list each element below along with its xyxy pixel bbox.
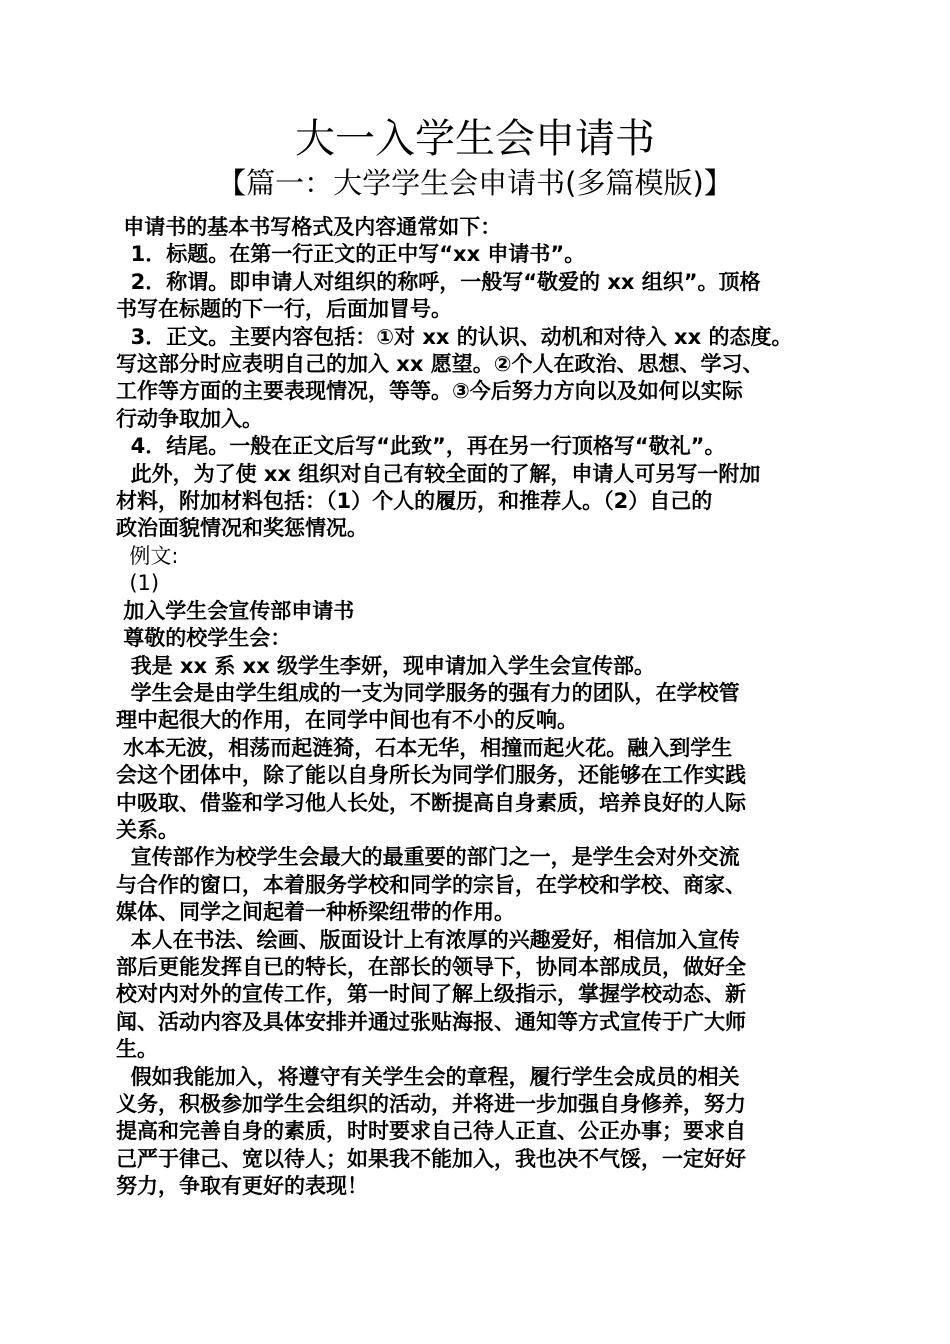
body-line: 例文: bbox=[116, 543, 179, 568]
body-line: 与合作的窗口，本着服务学校和同学的宗旨，在学校和学校、商家、 bbox=[116, 872, 746, 897]
body-line: 3．正文。主要内容包括：①对 xx 的认识、动机和对待入 xx 的态度。 bbox=[116, 324, 793, 349]
body-line: 我是 xx 系 xx 级学生李妍，现申请加入学生会宣传部。 bbox=[116, 653, 656, 678]
body-line: 加入学生会宣传部申请书 bbox=[116, 598, 355, 623]
body-line: 政治面貌情况和奖惩情况。 bbox=[116, 516, 368, 541]
body-line: (1) bbox=[116, 571, 160, 596]
document-body bbox=[116, 214, 840, 1201]
body-line: 申请书的基本书写格式及内容通常如下： bbox=[116, 215, 502, 239]
body-line: 生。 bbox=[116, 1037, 158, 1062]
body-line: 义务，积极参加学生会组织的活动，并将进一步加强自身修养，努力 bbox=[116, 1092, 746, 1116]
body-line: 工作等方面的主要表现情况，等等。③今后努力方向以及如何以实际 bbox=[116, 379, 743, 404]
body-line: 材料，附加材料包括：（1）个人的履历，和推荐人。（2）自己的 bbox=[116, 489, 713, 514]
document-subtitle: 【篇一：大学学生会申请书(多篇模版)】 bbox=[217, 166, 733, 200]
body-line: 本人在书法、绘画、版面设计上有浓厚的兴趣爱好，相信加入宣传 bbox=[116, 927, 740, 952]
body-line: 提高和完善自身的素质，时时要求自己待人正直、公正办事；要求自 bbox=[116, 1119, 746, 1144]
body-line: 尊敬的校学生会： bbox=[116, 626, 292, 651]
body-line: 此外，为了使 xx 组织对自己有较全面的了解，申请人可另写一附加 bbox=[116, 461, 761, 486]
body-line: 宣传部作为校学生会最大的最重要的部门之一，是学生会对外交流 bbox=[116, 845, 740, 870]
body-line: 努力，争取有更好的表现！ bbox=[116, 1174, 368, 1199]
body-line: 假如我能加入，将遵守有关学生会的章程，履行学生会成员的相关 bbox=[116, 1064, 740, 1089]
body-line: 己严于律己、宽以待人；如果我不能加入，我也决不气馁，一定好好 bbox=[116, 1146, 746, 1171]
body-line: 闻、活动内容及具体安排并通过张贴海报、通知等方式宣传于广大师 bbox=[116, 1009, 746, 1034]
body-line: 水本无波，相荡而起涟猗，石本无华，相撞而起火花。融入到学生 bbox=[116, 735, 733, 760]
body-line: 校对内对外的宣传工作，第一时间了解上级指示，掌握学校动态、新 bbox=[116, 982, 746, 1007]
body-line: 1．标题。在第一行正文的正中写“xx 申请书”。 bbox=[116, 242, 586, 267]
body-line: 理中起很大的作用，在同学中间也有不小的反响。 bbox=[116, 708, 578, 733]
body-line: 关系。 bbox=[116, 817, 179, 842]
body-line: 行动争取加入。 bbox=[116, 406, 263, 431]
body-line: 2．称谓。即申请人对组织的称呼，一般写“敬爱的 xx 组织”。顶格 bbox=[116, 269, 761, 294]
document-title: 大一入学生会申请书 bbox=[295, 116, 655, 162]
body-line: 媒体、同学之间起着一种桥梁纽带的作用。 bbox=[116, 900, 515, 925]
body-line: 部后更能发挥自已的特长，在部长的领导下，协同本部成员，做好全 bbox=[116, 954, 746, 979]
body-line: 学生会是由学生组成的一支为同学服务的强有力的团队，在学校管 bbox=[116, 680, 740, 705]
body-line: 4．结尾。一般在正文后写“此致”，再在另一行顶格写“敬礼”。 bbox=[116, 434, 726, 459]
body-line: 会这个团体中，除了能以自身所长为同学们服务，还能够在工作实践 bbox=[116, 763, 746, 788]
body-line: 写这部分时应表明自己的加入 xx 愿望。②个人在政治、思想、学习、 bbox=[116, 352, 764, 377]
body-line: 书写在标题的下一行，后面加冒号。 bbox=[116, 297, 452, 322]
body-line: 中吸取、借鉴和学习他人长处，不断提高自身素质，培养良好的人际 bbox=[116, 790, 746, 815]
